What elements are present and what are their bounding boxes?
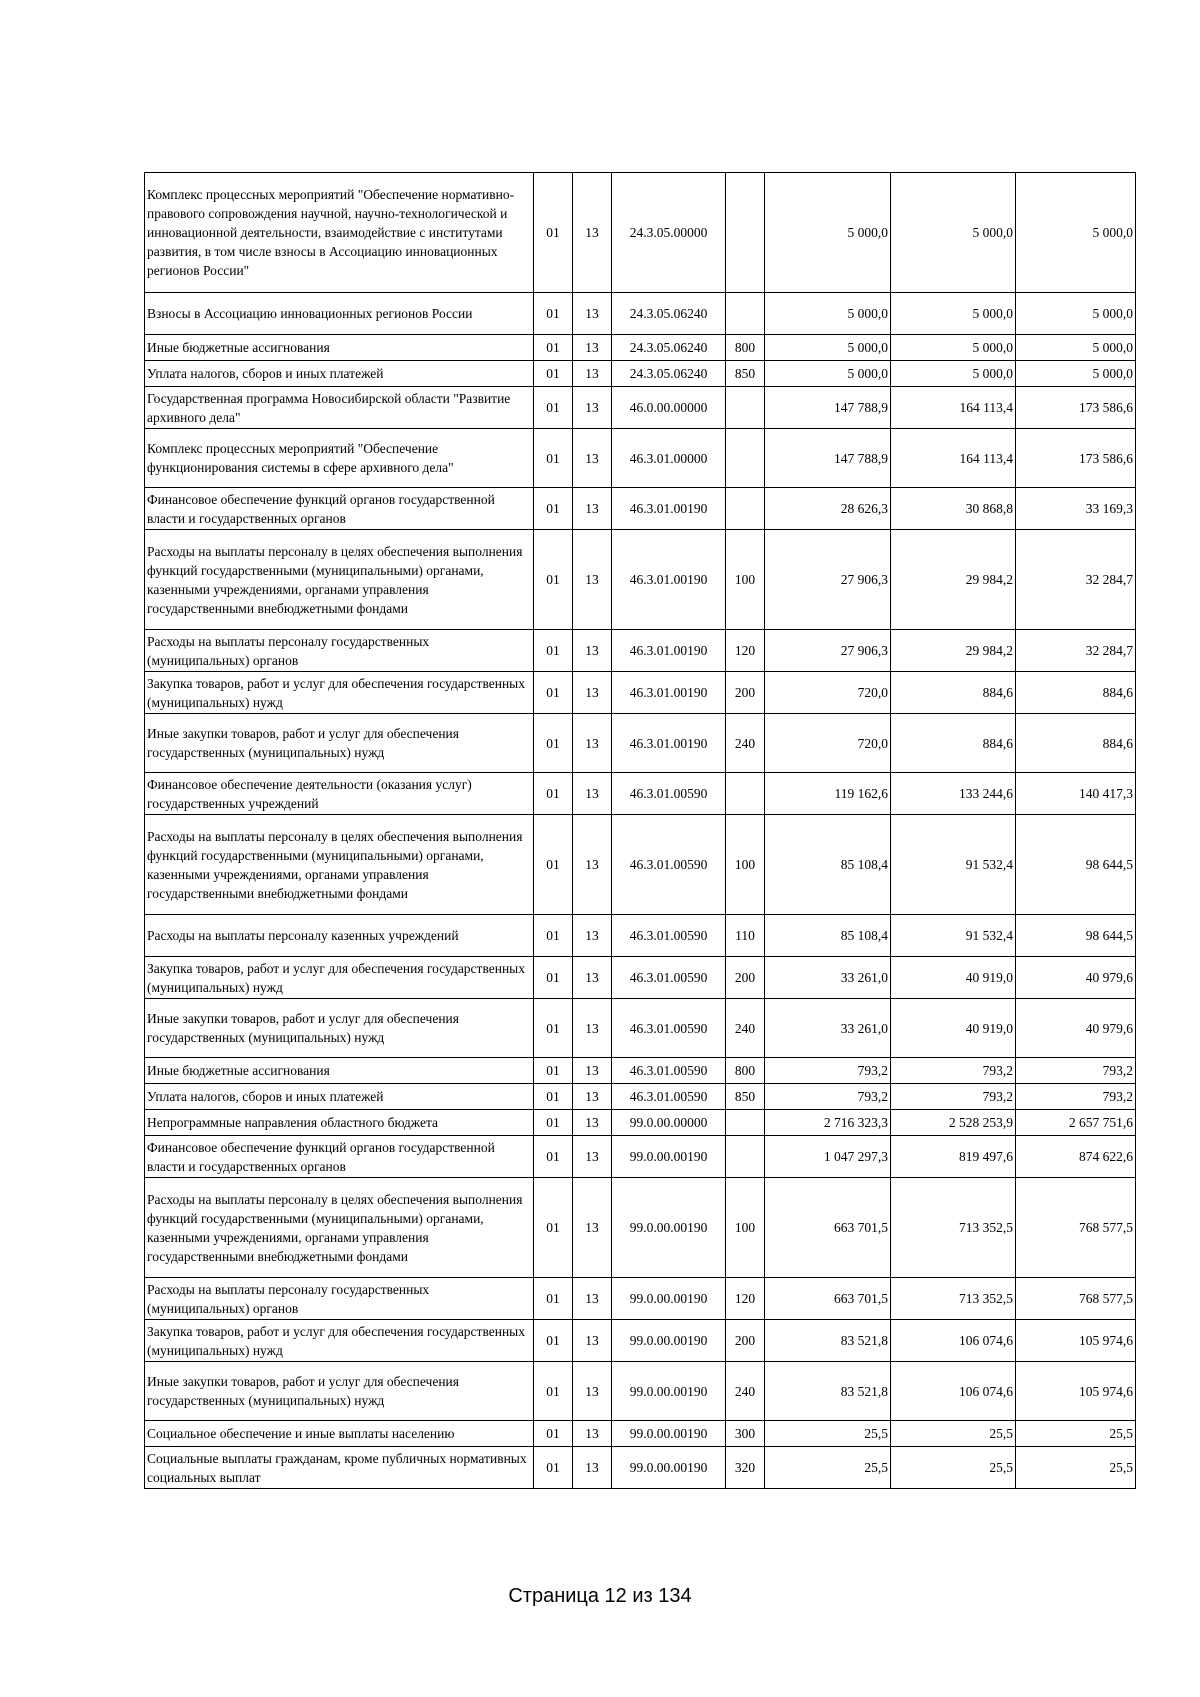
cell-section: 01 xyxy=(534,957,573,999)
cell-amount-2: 29 984,2 xyxy=(891,530,1016,630)
cell-target-article: 99.0.00.00190 xyxy=(612,1447,726,1489)
table-row xyxy=(145,293,1136,335)
cell-amount-2: 30 868,8 xyxy=(891,488,1016,530)
cell-amount-1: 147 788,9 xyxy=(765,429,891,488)
cell-amount-3: 140 417,3 xyxy=(1016,773,1136,815)
cell-amount-1: 25,5 xyxy=(765,1421,891,1447)
cell-subsection: 13 xyxy=(573,1278,612,1320)
cell-name: Уплата налогов, сборов и иных платежей xyxy=(145,361,534,387)
cell-name: Расходы на выплаты персоналу государственных (муниципальных) органов xyxy=(145,1278,534,1320)
cell-section: 01 xyxy=(534,335,573,361)
cell-amount-3: 98 644,5 xyxy=(1016,915,1136,957)
cell-amount-1: 1 047 297,3 xyxy=(765,1136,891,1178)
cell-name: Закупка товаров, работ и услуг для обеспечения государственных (муниципальных) нужд xyxy=(145,1320,534,1362)
cell-target-article: 99.0.00.00190 xyxy=(612,1362,726,1421)
cell-section: 01 xyxy=(534,1447,573,1489)
cell-section: 01 xyxy=(534,1058,573,1084)
cell-amount-1: 720,0 xyxy=(765,714,891,773)
cell-target-article: 24.3.05.06240 xyxy=(612,361,726,387)
cell-amount-2: 164 113,4 xyxy=(891,429,1016,488)
cell-section: 01 xyxy=(534,999,573,1058)
cell-subsection: 13 xyxy=(573,1178,612,1278)
table-row xyxy=(145,815,1136,915)
cell-subsection: 13 xyxy=(573,714,612,773)
table-row xyxy=(145,1421,1136,1447)
table-row xyxy=(145,429,1136,488)
cell-section: 01 xyxy=(534,1421,573,1447)
table-row xyxy=(145,1058,1136,1084)
cell-expense-type: 850 xyxy=(726,361,765,387)
cell-amount-2: 106 074,6 xyxy=(891,1362,1016,1421)
cell-section: 01 xyxy=(534,815,573,915)
cell-expense-type: 800 xyxy=(726,1058,765,1084)
cell-target-article: 46.3.01.00000 xyxy=(612,429,726,488)
cell-target-article: 99.0.00.00190 xyxy=(612,1278,726,1320)
table-row xyxy=(145,773,1136,815)
cell-subsection: 13 xyxy=(573,957,612,999)
cell-amount-3: 793,2 xyxy=(1016,1058,1136,1084)
cell-amount-1: 83 521,8 xyxy=(765,1362,891,1421)
cell-subsection: 13 xyxy=(573,1320,612,1362)
cell-subsection: 13 xyxy=(573,335,612,361)
cell-amount-3: 5 000,0 xyxy=(1016,335,1136,361)
cell-amount-2: 5 000,0 xyxy=(891,293,1016,335)
cell-amount-3: 793,2 xyxy=(1016,1084,1136,1110)
table-row xyxy=(145,387,1136,429)
cell-expense-type: 110 xyxy=(726,915,765,957)
cell-target-article: 99.0.00.00190 xyxy=(612,1136,726,1178)
cell-expense-type: 200 xyxy=(726,672,765,714)
cell-amount-3: 32 284,7 xyxy=(1016,530,1136,630)
cell-name: Расходы на выплаты персоналу в целях обеспечения выполнения функций государственными (муниципальными) органами, казенными учреждениями, органами управления государственными внебюджетными фондами xyxy=(145,530,534,630)
cell-amount-3: 33 169,3 xyxy=(1016,488,1136,530)
cell-amount-2: 25,5 xyxy=(891,1421,1016,1447)
cell-section: 01 xyxy=(534,293,573,335)
table-row xyxy=(145,1110,1136,1136)
cell-expense-type: 320 xyxy=(726,1447,765,1489)
cell-section: 01 xyxy=(534,173,573,293)
cell-expense-type: 120 xyxy=(726,630,765,672)
cell-amount-1: 2 716 323,3 xyxy=(765,1110,891,1136)
cell-section: 01 xyxy=(534,1320,573,1362)
cell-expense-type: 300 xyxy=(726,1421,765,1447)
page-number: Страница 12 из 134 xyxy=(508,1585,692,1607)
cell-amount-3: 768 577,5 xyxy=(1016,1178,1136,1278)
table-body xyxy=(145,173,1136,1489)
cell-amount-1: 27 906,3 xyxy=(765,530,891,630)
cell-target-article: 24.3.05.00000 xyxy=(612,173,726,293)
cell-amount-1: 793,2 xyxy=(765,1084,891,1110)
cell-expense-type xyxy=(726,173,765,293)
cell-expense-type: 120 xyxy=(726,1278,765,1320)
cell-amount-1: 85 108,4 xyxy=(765,815,891,915)
cell-amount-3: 884,6 xyxy=(1016,714,1136,773)
cell-subsection: 13 xyxy=(573,1084,612,1110)
cell-name: Непрограммные направления областного бюджета xyxy=(145,1110,534,1136)
cell-amount-3: 32 284,7 xyxy=(1016,630,1136,672)
cell-target-article: 46.3.01.00190 xyxy=(612,630,726,672)
cell-amount-1: 33 261,0 xyxy=(765,957,891,999)
cell-subsection: 13 xyxy=(573,1110,612,1136)
cell-amount-3: 5 000,0 xyxy=(1016,361,1136,387)
cell-name: Закупка товаров, работ и услуг для обеспечения государственных (муниципальных) нужд xyxy=(145,672,534,714)
cell-name: Иные закупки товаров, работ и услуг для обеспечения государственных (муниципальных) нужд xyxy=(145,714,534,773)
cell-subsection: 13 xyxy=(573,173,612,293)
cell-amount-3: 40 979,6 xyxy=(1016,999,1136,1058)
cell-target-article: 46.3.01.00190 xyxy=(612,714,726,773)
cell-amount-2: 133 244,6 xyxy=(891,773,1016,815)
cell-section: 01 xyxy=(534,429,573,488)
table-row xyxy=(145,173,1136,293)
cell-expense-type: 240 xyxy=(726,714,765,773)
cell-expense-type xyxy=(726,1110,765,1136)
cell-name: Закупка товаров, работ и услуг для обеспечения государственных (муниципальных) нужд xyxy=(145,957,534,999)
cell-amount-1: 85 108,4 xyxy=(765,915,891,957)
cell-target-article: 99.0.00.00190 xyxy=(612,1421,726,1447)
cell-expense-type: 850 xyxy=(726,1084,765,1110)
cell-name: Государственная программа Новосибирской области "Развитие архивного дела" xyxy=(145,387,534,429)
cell-amount-3: 173 586,6 xyxy=(1016,387,1136,429)
cell-section: 01 xyxy=(534,361,573,387)
cell-amount-1: 147 788,9 xyxy=(765,387,891,429)
cell-amount-1: 5 000,0 xyxy=(765,173,891,293)
cell-expense-type: 100 xyxy=(726,815,765,915)
cell-target-article: 99.0.00.00190 xyxy=(612,1178,726,1278)
cell-subsection: 13 xyxy=(573,773,612,815)
table-row xyxy=(145,1084,1136,1110)
cell-amount-3: 768 577,5 xyxy=(1016,1278,1136,1320)
cell-section: 01 xyxy=(534,1278,573,1320)
table-row xyxy=(145,714,1136,773)
cell-expense-type xyxy=(726,488,765,530)
table-row xyxy=(145,1136,1136,1178)
cell-subsection: 13 xyxy=(573,387,612,429)
cell-amount-2: 40 919,0 xyxy=(891,999,1016,1058)
cell-amount-1: 27 906,3 xyxy=(765,630,891,672)
cell-amount-3: 2 657 751,6 xyxy=(1016,1110,1136,1136)
table-row xyxy=(145,1447,1136,1489)
cell-amount-3: 25,5 xyxy=(1016,1447,1136,1489)
table-row xyxy=(145,915,1136,957)
cell-target-article: 46.3.01.00590 xyxy=(612,815,726,915)
cell-name: Финансовое обеспечение функций органов государственной власти и государственных органов xyxy=(145,1136,534,1178)
cell-target-article: 24.3.05.06240 xyxy=(612,293,726,335)
cell-target-article: 46.3.01.00190 xyxy=(612,672,726,714)
cell-expense-type xyxy=(726,773,765,815)
cell-name: Уплата налогов, сборов и иных платежей xyxy=(145,1084,534,1110)
cell-amount-2: 884,6 xyxy=(891,672,1016,714)
cell-expense-type: 200 xyxy=(726,957,765,999)
cell-expense-type: 100 xyxy=(726,1178,765,1278)
table-row xyxy=(145,630,1136,672)
cell-target-article: 46.3.01.00190 xyxy=(612,530,726,630)
cell-expense-type: 800 xyxy=(726,335,765,361)
cell-amount-3: 40 979,6 xyxy=(1016,957,1136,999)
cell-expense-type xyxy=(726,387,765,429)
cell-amount-1: 5 000,0 xyxy=(765,335,891,361)
cell-amount-2: 106 074,6 xyxy=(891,1320,1016,1362)
cell-amount-2: 713 352,5 xyxy=(891,1278,1016,1320)
cell-target-article: 46.3.01.00590 xyxy=(612,773,726,815)
cell-expense-type xyxy=(726,1136,765,1178)
cell-subsection: 13 xyxy=(573,1421,612,1447)
cell-amount-2: 25,5 xyxy=(891,1447,1016,1489)
cell-expense-type: 240 xyxy=(726,1362,765,1421)
cell-amount-2: 29 984,2 xyxy=(891,630,1016,672)
cell-name: Иные закупки товаров, работ и услуг для обеспечения государственных (муниципальных) нужд xyxy=(145,999,534,1058)
cell-amount-1: 720,0 xyxy=(765,672,891,714)
table-row xyxy=(145,1320,1136,1362)
cell-target-article: 46.0.00.00000 xyxy=(612,387,726,429)
cell-section: 01 xyxy=(534,915,573,957)
cell-amount-1: 663 701,5 xyxy=(765,1278,891,1320)
cell-amount-2: 164 113,4 xyxy=(891,387,1016,429)
cell-section: 01 xyxy=(534,1178,573,1278)
cell-section: 01 xyxy=(534,387,573,429)
cell-subsection: 13 xyxy=(573,1362,612,1421)
cell-subsection: 13 xyxy=(573,530,612,630)
cell-amount-3: 173 586,6 xyxy=(1016,429,1136,488)
cell-name: Социальные выплаты гражданам, кроме публичных нормативных социальных выплат xyxy=(145,1447,534,1489)
cell-section: 01 xyxy=(534,488,573,530)
cell-section: 01 xyxy=(534,714,573,773)
cell-amount-1: 5 000,0 xyxy=(765,293,891,335)
cell-amount-3: 874 622,6 xyxy=(1016,1136,1136,1178)
cell-amount-1: 83 521,8 xyxy=(765,1320,891,1362)
table-row xyxy=(145,1178,1136,1278)
table-row xyxy=(145,1362,1136,1421)
cell-section: 01 xyxy=(534,630,573,672)
cell-subsection: 13 xyxy=(573,999,612,1058)
cell-amount-1: 33 261,0 xyxy=(765,999,891,1058)
table-row xyxy=(145,1278,1136,1320)
cell-target-article: 46.3.01.00590 xyxy=(612,1058,726,1084)
cell-target-article: 24.3.05.06240 xyxy=(612,335,726,361)
cell-subsection: 13 xyxy=(573,915,612,957)
cell-name: Иные бюджетные ассигнования xyxy=(145,1058,534,1084)
cell-target-article: 46.3.01.00590 xyxy=(612,915,726,957)
cell-amount-2: 819 497,6 xyxy=(891,1136,1016,1178)
cell-amount-2: 5 000,0 xyxy=(891,335,1016,361)
cell-amount-2: 91 532,4 xyxy=(891,815,1016,915)
cell-amount-1: 28 626,3 xyxy=(765,488,891,530)
cell-amount-2: 2 528 253,9 xyxy=(891,1110,1016,1136)
cell-subsection: 13 xyxy=(573,672,612,714)
cell-name: Комплекс процессных мероприятий "Обеспечение нормативно-правового сопровождения научной, научно-технологической и инновационной деятельности, взаимодействие с институтами развития, в том числе взносы в Ассоциацию инновационных регионов России" xyxy=(145,173,534,293)
cell-expense-type: 100 xyxy=(726,530,765,630)
table-row xyxy=(145,488,1136,530)
cell-name: Финансовое обеспечение функций органов государственной власти и государственных органов xyxy=(145,488,534,530)
cell-amount-1: 119 162,6 xyxy=(765,773,891,815)
cell-target-article: 46.3.01.00190 xyxy=(612,488,726,530)
cell-subsection: 13 xyxy=(573,815,612,915)
cell-amount-2: 793,2 xyxy=(891,1084,1016,1110)
cell-name: Взносы в Ассоциацию инновационных регионов России xyxy=(145,293,534,335)
cell-section: 01 xyxy=(534,1136,573,1178)
cell-subsection: 13 xyxy=(573,361,612,387)
cell-subsection: 13 xyxy=(573,429,612,488)
cell-name: Комплекс процессных мероприятий "Обеспечение функционирования системы в сфере архивного дела" xyxy=(145,429,534,488)
cell-name: Социальное обеспечение и иные выплаты населению xyxy=(145,1421,534,1447)
cell-amount-2: 5 000,0 xyxy=(891,173,1016,293)
cell-name: Финансовое обеспечение деятельности (оказания услуг) государственных учреждений xyxy=(145,773,534,815)
cell-name: Расходы на выплаты персоналу в целях обеспечения выполнения функций государственными (муниципальными) органами, казенными учреждениями, органами управления государственными внебюджетными фондами xyxy=(145,815,534,915)
cell-amount-2: 40 919,0 xyxy=(891,957,1016,999)
cell-name: Иные закупки товаров, работ и услуг для обеспечения государственных (муниципальных) нужд xyxy=(145,1362,534,1421)
cell-subsection: 13 xyxy=(573,1136,612,1178)
cell-amount-1: 793,2 xyxy=(765,1058,891,1084)
cell-amount-2: 91 532,4 xyxy=(891,915,1016,957)
cell-amount-3: 25,5 xyxy=(1016,1421,1136,1447)
cell-subsection: 13 xyxy=(573,293,612,335)
cell-name: Иные бюджетные ассигнования xyxy=(145,335,534,361)
cell-target-article: 46.3.01.00590 xyxy=(612,999,726,1058)
cell-section: 01 xyxy=(534,1362,573,1421)
cell-subsection: 13 xyxy=(573,630,612,672)
budget-table xyxy=(144,172,1136,1489)
cell-amount-3: 5 000,0 xyxy=(1016,293,1136,335)
cell-expense-type xyxy=(726,293,765,335)
cell-amount-3: 884,6 xyxy=(1016,672,1136,714)
cell-expense-type: 240 xyxy=(726,999,765,1058)
table-row xyxy=(145,335,1136,361)
cell-expense-type: 200 xyxy=(726,1320,765,1362)
cell-subsection: 13 xyxy=(573,488,612,530)
cell-section: 01 xyxy=(534,672,573,714)
cell-amount-3: 5 000,0 xyxy=(1016,173,1136,293)
cell-amount-2: 884,6 xyxy=(891,714,1016,773)
cell-section: 01 xyxy=(534,1084,573,1110)
table-row xyxy=(145,361,1136,387)
cell-target-article: 46.3.01.00590 xyxy=(612,957,726,999)
table-row xyxy=(145,672,1136,714)
cell-amount-2: 793,2 xyxy=(891,1058,1016,1084)
cell-subsection: 13 xyxy=(573,1447,612,1489)
cell-target-article: 99.0.00.00000 xyxy=(612,1110,726,1136)
cell-name: Расходы на выплаты персоналу государственных (муниципальных) органов xyxy=(145,630,534,672)
cell-expense-type xyxy=(726,429,765,488)
cell-section: 01 xyxy=(534,773,573,815)
cell-amount-3: 105 974,6 xyxy=(1016,1362,1136,1421)
table-row xyxy=(145,530,1136,630)
cell-section: 01 xyxy=(534,530,573,630)
table-row xyxy=(145,999,1136,1058)
cell-amount-1: 25,5 xyxy=(765,1447,891,1489)
cell-subsection: 13 xyxy=(573,1058,612,1084)
cell-amount-3: 98 644,5 xyxy=(1016,815,1136,915)
cell-name: Расходы на выплаты персоналу в целях обеспечения выполнения функций государственными (муниципальными) органами, казенными учреждениями, органами управления государственными внебюджетными фондами xyxy=(145,1178,534,1278)
cell-target-article: 46.3.01.00590 xyxy=(612,1084,726,1110)
cell-name: Расходы на выплаты персоналу казенных учреждений xyxy=(145,915,534,957)
table-row xyxy=(145,957,1136,999)
cell-target-article: 99.0.00.00190 xyxy=(612,1320,726,1362)
cell-amount-1: 5 000,0 xyxy=(765,361,891,387)
cell-amount-2: 5 000,0 xyxy=(891,361,1016,387)
cell-amount-2: 713 352,5 xyxy=(891,1178,1016,1278)
cell-section: 01 xyxy=(534,1110,573,1136)
cell-amount-1: 663 701,5 xyxy=(765,1178,891,1278)
cell-amount-3: 105 974,6 xyxy=(1016,1320,1136,1362)
